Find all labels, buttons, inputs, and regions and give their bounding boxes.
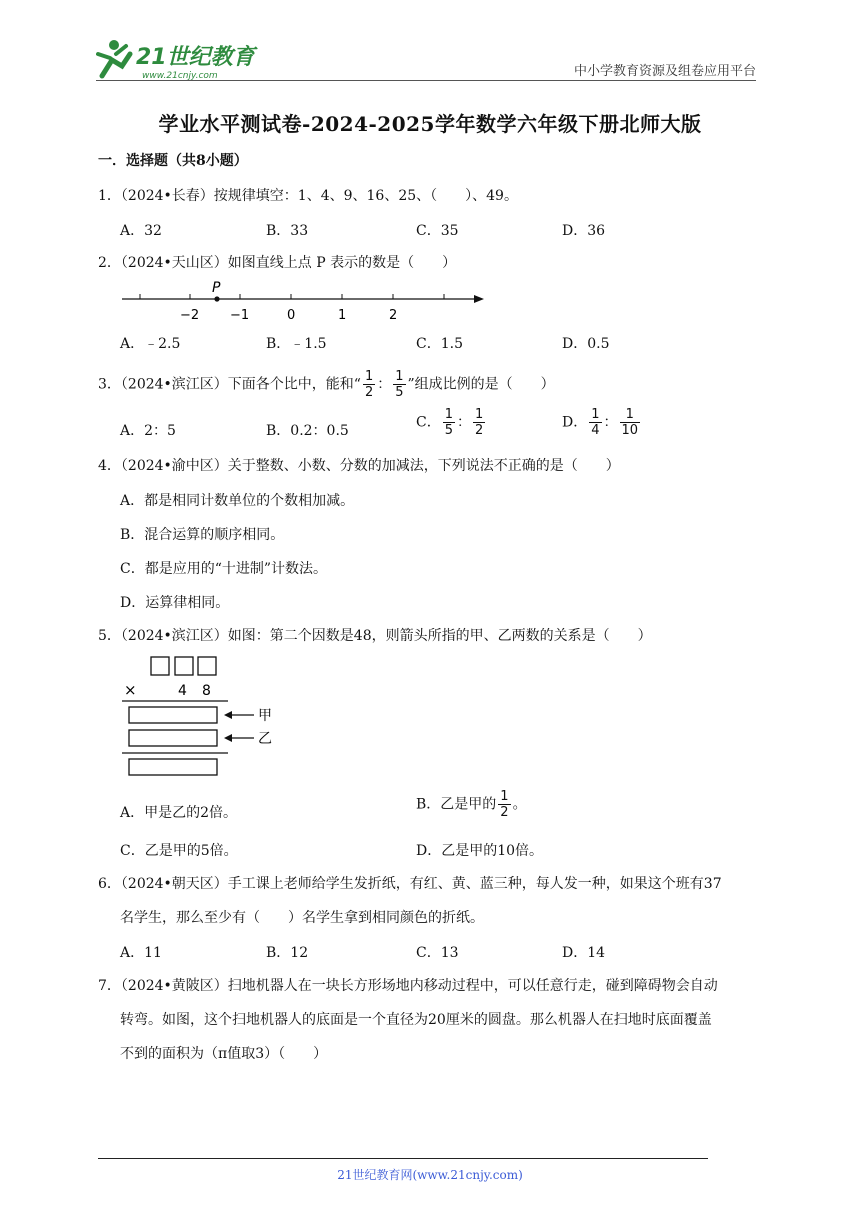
arrow-left-icon bbox=[224, 711, 232, 719]
q3-option-c[interactable]: C． $\frac{1}{5}$ ： $\frac{1}{2}$ bbox=[416, 407, 484, 438]
q5-option-d[interactable]: D．乙是甲的10倍。 bbox=[416, 843, 544, 859]
page-title: 学业水平测试卷-2024-2025学年数学六年级下册北师大版 bbox=[158, 112, 702, 136]
q1-option-d[interactable]: D．36 bbox=[562, 223, 606, 239]
q3-fraction-2: $\frac{1}{5}$ bbox=[395, 369, 404, 400]
arrow-left-icon bbox=[224, 734, 232, 742]
q6-option-d[interactable]: D．14 bbox=[562, 945, 606, 961]
q5-option-a[interactable]: A．甲是乙的2倍。 bbox=[120, 805, 238, 821]
question-2-stem: 2．（2024•天山区）如图直线上点 P 表示的数是（ ） bbox=[98, 255, 457, 271]
digit-4: 4 bbox=[178, 683, 187, 699]
site-logo bbox=[96, 36, 266, 82]
tick-label-1: 1 bbox=[338, 308, 347, 323]
question-5-stem: 5．（2024•滨江区）如图：第二个因数是48，则箭头所指的甲、乙两数的关系是（ ） bbox=[98, 628, 652, 644]
section-heading: 一．选择题（共8小题） bbox=[98, 153, 248, 169]
q3-stem-pre: 3．（2024•滨江区）下面各个比中，能和“ bbox=[98, 376, 361, 393]
tick-label-0: 0 bbox=[287, 308, 296, 323]
footer-divider bbox=[98, 1158, 708, 1159]
q6-option-a[interactable]: A．11 bbox=[120, 945, 162, 961]
arrow-head-icon bbox=[474, 295, 484, 303]
q2-option-b[interactable]: B．﹣1.5 bbox=[266, 336, 327, 352]
digit-box-2 bbox=[175, 657, 193, 675]
q3-colon: ： bbox=[377, 376, 392, 393]
digit-box-3 bbox=[198, 657, 216, 675]
q3-fraction-1: $\frac{1}{2}$ bbox=[364, 369, 374, 400]
question-6-stem-line2: 名学生，那么至少有（ ）名学生拿到相同颜色的折纸。 bbox=[120, 910, 484, 926]
question-7-stem-line1: 7．（2024•黄陂区）扫地机器人在一块长方形场地内移动过程中，可以任意行走，碰到障碍物会自动 bbox=[98, 978, 718, 994]
multiplication-figure bbox=[118, 652, 288, 780]
runner-icon bbox=[98, 40, 130, 76]
question-6-stem-line1: 6．（2024•朝天区）手工课上老师给学生发折纸，有红、黄、蓝三种，每人发一种，如果这个班有37 bbox=[98, 876, 722, 892]
header-divider bbox=[96, 80, 756, 81]
product-box-yi bbox=[129, 730, 217, 746]
tick-label-neg1: −1 bbox=[230, 308, 250, 323]
q3-option-d[interactable]: D． $\frac{1}{4}$ ： $\frac{1}{10}$ bbox=[562, 407, 639, 438]
q3-option-a[interactable]: A．2：5 bbox=[120, 423, 176, 439]
times-sign: × bbox=[124, 681, 137, 699]
question-1-stem: 1．（2024•长春）按规律填空：1、4、9、16、25、（ ）、49。 bbox=[98, 188, 518, 204]
tick-label-2: 2 bbox=[389, 308, 398, 323]
question-7-stem-line2: 转弯。如图，这个扫地机器人的底面是一个直径为20厘米的圆盘。那么机器人在扫地时底面覆盖 bbox=[120, 1012, 712, 1028]
q1-option-a[interactable]: A．32 bbox=[120, 223, 162, 239]
digit-box-1 bbox=[151, 657, 169, 675]
q2-option-a[interactable]: A．﹣2.5 bbox=[120, 336, 181, 352]
question-7-stem-line3: 不到的面积为（π值取3）（ ） bbox=[120, 1046, 328, 1062]
q6-option-b[interactable]: B．12 bbox=[266, 945, 309, 961]
logo-sub-text: www.21cnjy.com bbox=[142, 71, 218, 81]
q5-option-b[interactable]: B．乙是甲的 $\frac{1}{2}$ 。 bbox=[416, 789, 527, 820]
q6-option-c[interactable]: C．13 bbox=[416, 945, 459, 961]
question-3-stem bbox=[98, 370, 555, 399]
number-line-figure bbox=[118, 278, 488, 324]
q4-option-d[interactable]: D．运算律相同。 bbox=[120, 595, 230, 611]
q4-option-b[interactable]: B．混合运算的顺序相同。 bbox=[120, 527, 285, 543]
label-yi: 乙 bbox=[258, 731, 272, 747]
digit-8: 8 bbox=[202, 683, 211, 699]
q3-option-b[interactable]: B．0.2：0.5 bbox=[266, 423, 349, 439]
q1-option-b[interactable]: B．33 bbox=[266, 223, 309, 239]
q2-option-c[interactable]: C．1.5 bbox=[416, 336, 463, 352]
q2-option-d[interactable]: D．0.5 bbox=[562, 336, 610, 352]
product-box-jia bbox=[129, 707, 217, 723]
point-p-label: P bbox=[212, 280, 221, 296]
logo-main-text: 21世纪教育 bbox=[136, 45, 255, 70]
footer-link[interactable]: 21世纪教育网(www.21cnjy.com) bbox=[337, 1168, 523, 1182]
q4-option-a[interactable]: A．都是相同计数单位的个数相加减。 bbox=[120, 493, 355, 509]
tick-label-neg2: −2 bbox=[180, 308, 200, 323]
q3-stem-post: ”组成比例的是（ ） bbox=[407, 376, 555, 393]
q4-option-c[interactable]: C．都是应用的“十进制”计数法。 bbox=[120, 561, 328, 577]
label-jia: 甲 bbox=[258, 708, 272, 724]
q1-option-c[interactable]: C．35 bbox=[416, 223, 459, 239]
platform-name: 中小学教育资源及组卷应用平台 bbox=[573, 64, 756, 79]
result-box bbox=[129, 759, 217, 775]
point-p-dot bbox=[214, 296, 219, 301]
question-4-stem: 4．（2024•渝中区）关于整数、小数、分数的加减法，下列说法不正确的是（ ） bbox=[98, 458, 620, 474]
q5-option-c[interactable]: C．乙是甲的5倍。 bbox=[120, 843, 238, 859]
